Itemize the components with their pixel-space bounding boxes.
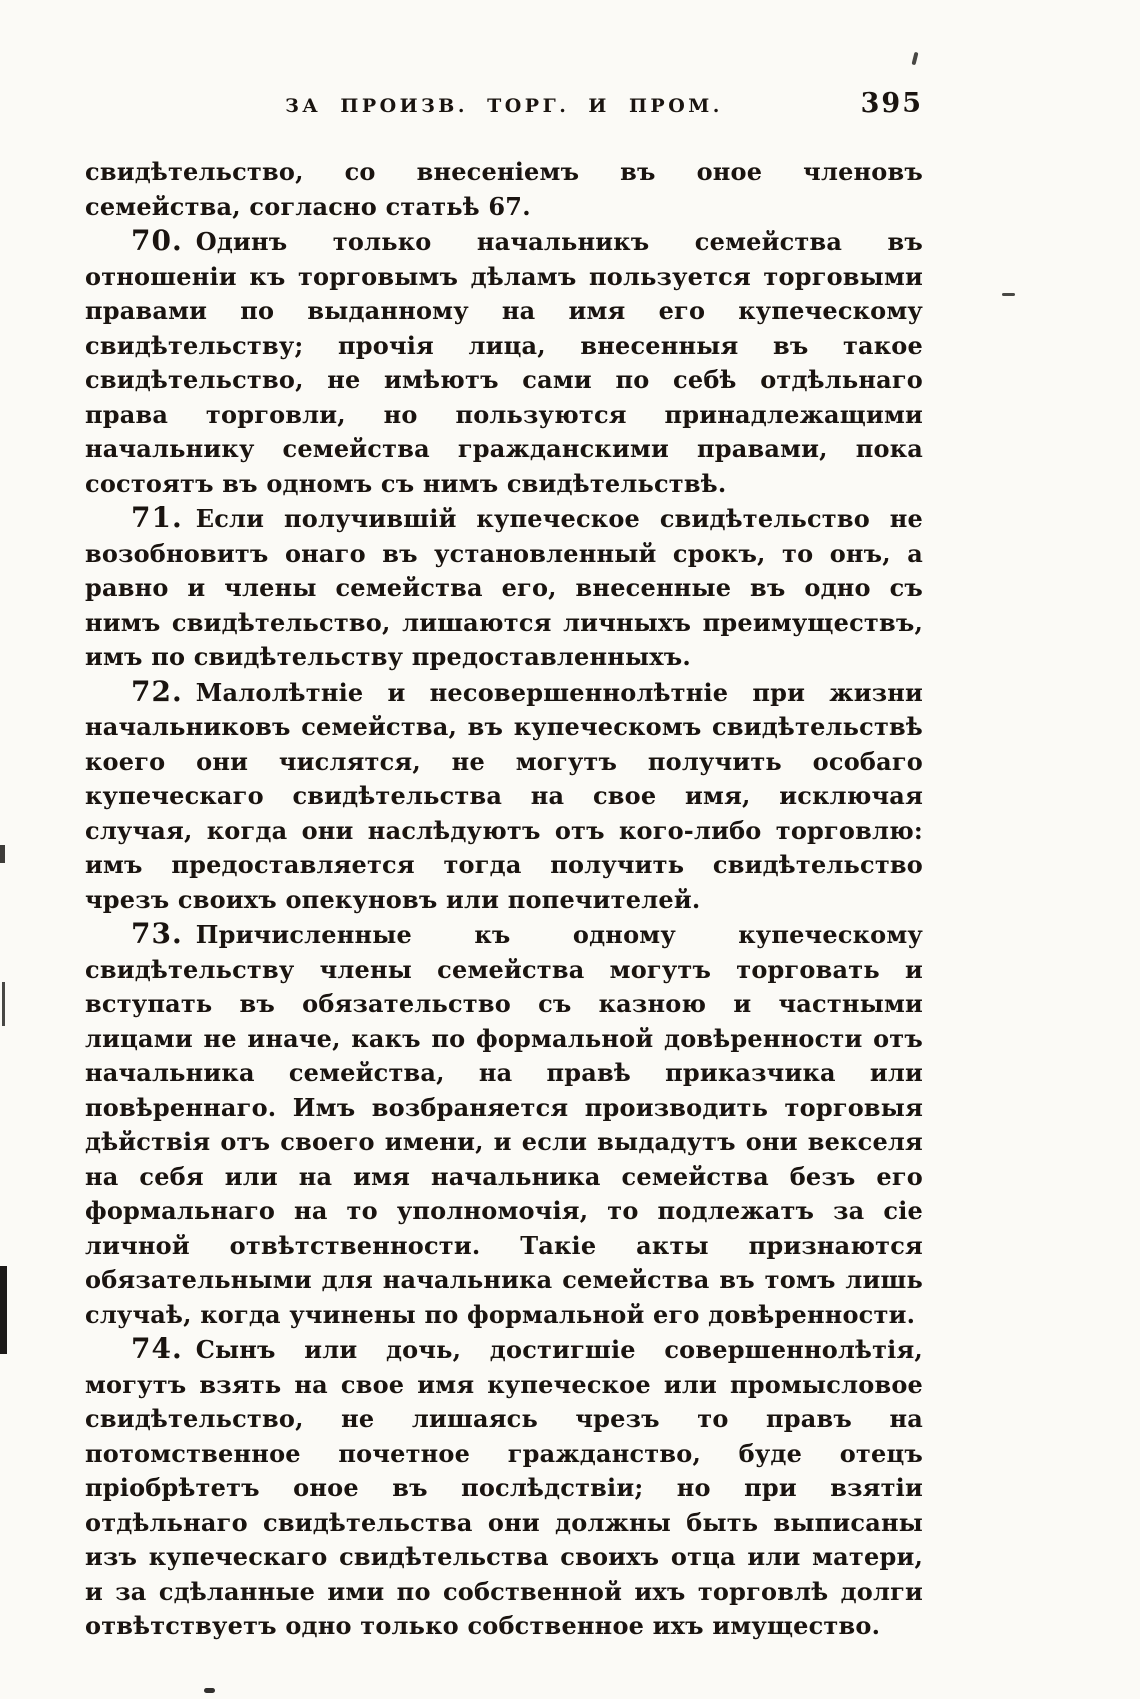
scan-artifact	[204, 1688, 215, 1693]
scan-artifact	[0, 1266, 7, 1354]
scan-artifact	[911, 52, 918, 66]
paragraph-text: Причисленные къ одному купеческому свидѣтельству члены семейства могутъ торговать и вступать въ обязательство съ казною и частными лицами не иначе, какъ по формальной довѣренности отъ начальника семейства, на правѣ приказчика или повѣреннаго. Имъ возбраняется производить торговыя дѣйствія отъ своего имени, и если выдадутъ они векселя на себя или на имя начальника семейства безъ его формальнаго на то уполномочія, то подлежатъ за сіе личной отвѣтственности. Такіе акты признаются обязательными для начальника семейства въ томъ лишь случаѣ, когда учинены по формальной его довѣренности.	[85, 920, 923, 1329]
paragraph-continuation	[85, 155, 923, 224]
paragraph-article-70	[85, 224, 923, 501]
page-number: 395	[860, 88, 923, 119]
paragraph-article-71	[85, 501, 923, 675]
scan-artifact	[0, 845, 5, 863]
scan-artifact	[2, 982, 5, 1026]
paragraph-text: Если получившій купеческое свидѣтельство не возобновитъ онаго въ установленный срокъ, то онъ, а равно и члены семейства его, внесенные въ одно съ нимъ свидѣтельство, лишаются личныхъ преимуществъ, имъ по свидѣтельству предоставленныхъ.	[85, 504, 923, 671]
paragraph-text: Одинъ только начальникъ семейства въ отношеніи къ торговымъ дѣламъ пользуется торговыми правами по выданному на имя его купеческому свидѣтельству; прочія лица, внесенныя въ такое свидѣтельство, не имѣютъ сами по себѣ отдѣльнаго права торговли, но пользуются принадлежащими начальнику семейства гражданскими правами, пока состоятъ въ одномъ съ нимъ свидѣтельствѣ.	[85, 227, 923, 498]
paragraph-text: Малолѣтніе и несовершеннолѣтніе при жизни начальниковъ семейства, въ купеческомъ свидѣтельствѣ коего они числятся, не могутъ получить особаго купеческаго свидѣтельства на свое имя, исключая случая, когда они наслѣдуютъ отъ кого-либо торговлю: имъ предоставляется тогда получить свидѣтельство чрезъ своихъ опекуновъ или попечителей.	[85, 677, 923, 914]
article-number: 70.	[131, 224, 183, 257]
running-title: ЗА ПРОИЗВ. ТОРГ. И ПРОМ.	[285, 95, 723, 117]
paragraph-text: Сынъ или дочь, достигшіе совершеннолѣтія, могутъ взять на свое имя купеческое или промысловое свидѣтельство, не лишаясь чрезъ то правъ на потомственное почетное гражданство, буде отецъ пріобрѣтетъ оное въ послѣдствіи; но при взятіи отдѣльнаго свидѣтельства они должны быть выписаны изъ купеческаго свидѣтельства своихъ отца или матери, и за сдѣланные ими по собственной ихъ торговлѣ долги отвѣтствуетъ одно только собственное ихъ имущество.	[85, 1335, 923, 1640]
article-number: 73.	[131, 917, 183, 950]
article-number: 74.	[131, 1332, 183, 1365]
article-number: 72.	[131, 674, 183, 708]
paragraph-text: свидѣтельство, со внесеніемъ въ оное членовъ семейства, согласно статьѣ 67.	[85, 157, 923, 221]
paragraph-article-73	[85, 917, 923, 1332]
paragraph-article-74	[85, 1332, 923, 1644]
page-header	[85, 88, 923, 127]
text-block	[85, 155, 923, 1644]
scan-artifact	[1002, 293, 1015, 296]
article-number: 71.	[131, 501, 183, 534]
paragraph-article-72	[85, 675, 923, 918]
